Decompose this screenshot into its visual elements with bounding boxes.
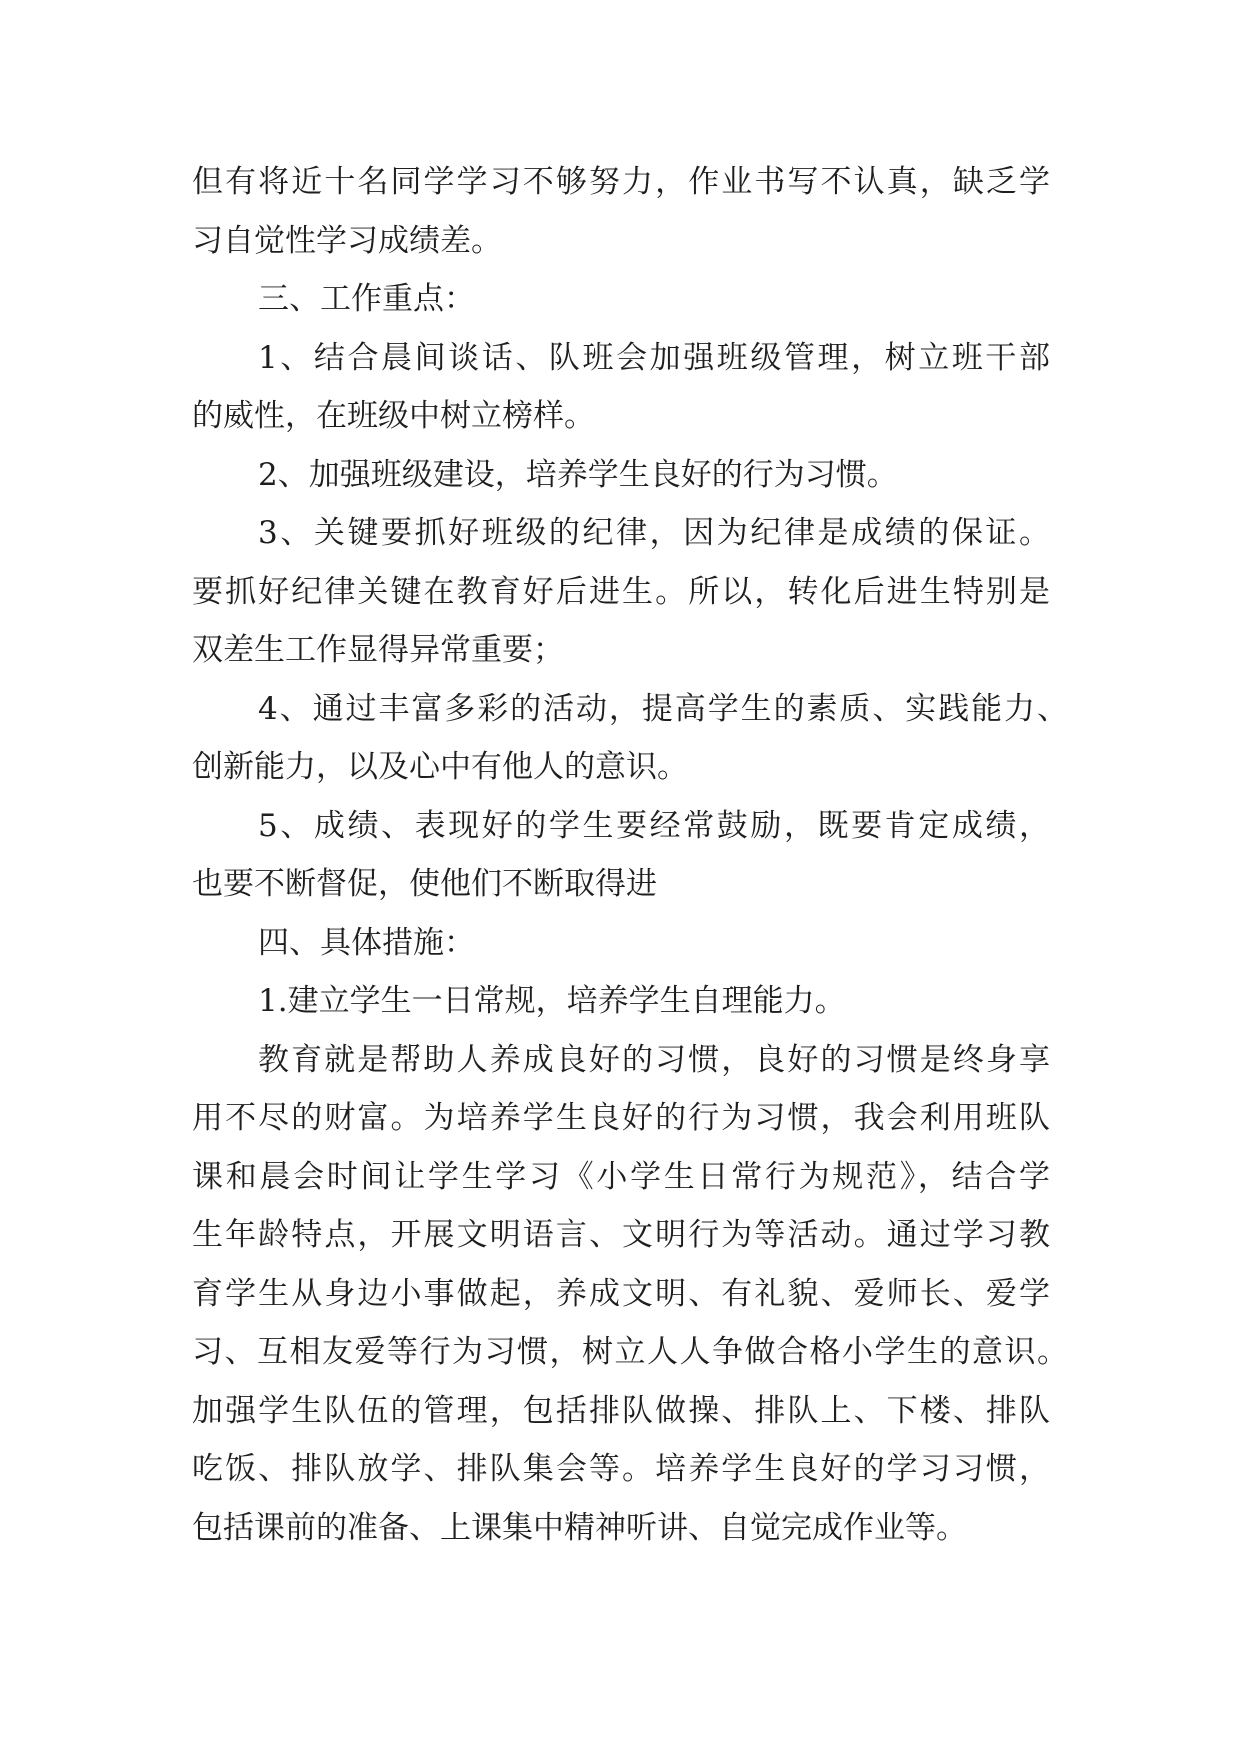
- paragraph-line: 吃饭、排队放学、排队集会等。培养学生良好的学习习惯，: [192, 1451, 1050, 1487]
- paragraph-line: 课和晨会时间让学生学习《小学生日常行为规范》，结合学: [192, 1158, 1050, 1195]
- paragraph-line: 也要不断督促，使他们不断取得进: [192, 866, 657, 902]
- paragraph-line: 习、互相友爱等行为习惯，树立人人争做合格小学生的意识。: [192, 1334, 1068, 1370]
- paragraph-line: 双差生工作显得异常重要；: [192, 632, 564, 668]
- list-item-3: [192, 504, 1082, 680]
- paragraph-line: 创新能力，以及心中有他人的意识。: [192, 749, 688, 785]
- paragraph-line: 4、通过丰富多彩的活动，提高学生的素质、实践能力、: [258, 690, 1068, 727]
- paragraph-line: 要抓好纪律关键在教育好后进生。所以，转化后进生特别是: [192, 573, 1050, 610]
- paragraph-line: 包括课前的准备、上课集中精神听讲、自觉完成作业等。: [192, 1509, 967, 1546]
- list-item-4: [192, 680, 1082, 797]
- document-body: [192, 153, 1082, 1557]
- paragraph-line: 生年龄特点，开展文明语言、文明行为等活动。通过学习教: [192, 1217, 1050, 1253]
- section-heading-work-focus: [192, 270, 1082, 329]
- list-item-5: [192, 797, 1082, 914]
- paragraph-line: 但有将近十名同学学习不够努力，作业书写不认真，缺乏学: [192, 164, 1050, 200]
- paragraph-line: 1、结合晨间谈话、队班会加强班级管理，树立班干部: [258, 339, 1050, 376]
- list-item-2: [192, 446, 1082, 505]
- body-paragraph-continued: [192, 153, 1082, 270]
- subheading: 1.建立学生一日常规，培养学生自理能力。: [258, 983, 846, 1019]
- list-item-1: [192, 329, 1082, 446]
- paragraph-line: 的威性，在班级中树立榜样。: [192, 398, 595, 434]
- paragraph-line: 用不尽的财富。为培养学生良好的行为习惯，我会利用班队: [192, 1100, 1050, 1136]
- subheading-daily-routine: [192, 972, 1082, 1031]
- paragraph-line: 加强学生队伍的管理，包括排队做操、排队上、下楼、排队: [192, 1392, 1050, 1429]
- paragraph-line: 教育就是帮助人养成良好的习惯，良好的习惯是终身享: [258, 1041, 1050, 1078]
- paragraph-line: 习自觉性学习成绩差。: [192, 222, 502, 259]
- section-heading-measures: [192, 914, 1082, 973]
- paragraph-line: 2、加强班级建设，培养学生良好的行为习惯。: [258, 456, 898, 493]
- section-heading: 四、具体措施：: [258, 924, 475, 961]
- body-paragraph: [192, 1031, 1082, 1558]
- paragraph-line: 5、成绩、表现好的学生要经常鼓励，既要肯定成绩，: [258, 807, 1050, 844]
- paragraph-line: 育学生从身边小事做起，养成文明、有礼貌、爱师长、爱学: [192, 1275, 1050, 1312]
- section-heading: 三、工作重点：: [258, 281, 475, 317]
- paragraph-line: 3、关键要抓好班级的纪律，因为纪律是成绩的保证。: [258, 515, 1050, 551]
